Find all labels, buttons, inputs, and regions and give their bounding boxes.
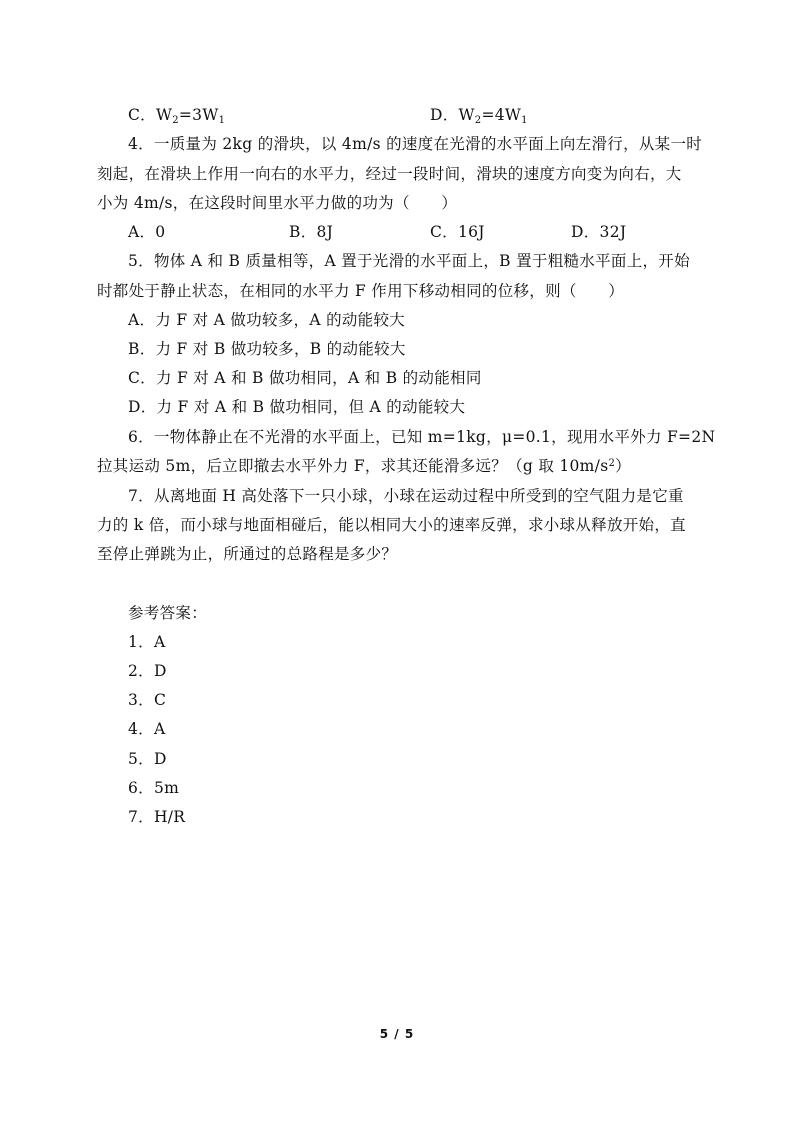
q5-stem-line-1: 5．物体 A 和 B 质量相等，A 置于光滑的水平面上，B 置于粗糙水平面上，开始 xyxy=(128,252,690,270)
q7-stem-line-2: 力的 k 倍，而小球与地面相碰后，能以相同大小的速率反弹，求小球从释放开始，直 xyxy=(97,516,686,534)
q4-stem-line-1: 4．一质量为 2kg 的滑块，以 4m/s 的速度在光滑的水平面上向左滑行，从某一时 xyxy=(128,135,703,153)
q6-stem-line-1: 6．一物体静止在不光滑的水平面上，已知 m=1kg，μ=0.1，现用水平外力 F=2N xyxy=(128,428,716,446)
q3-option-c: C．$W_2=3W_1$ xyxy=(128,106,226,126)
q5-stem-line-2: 时都处于静止状态，在相同的水平力 F 作用下移动相同的位移，则（ ） xyxy=(97,282,625,300)
q7-stem-line-3: 至停止弹跳为止，所通过的总路程是多少？ xyxy=(97,545,398,563)
answer-item: 6．5m xyxy=(128,779,180,797)
q4-stem-line-2: 刻起，在滑块上作用一向右的水平力，经过一段时间，滑块的速度方向变为向右，大 xyxy=(97,165,682,183)
page-number: 5 / 5 xyxy=(379,1027,415,1041)
answers-heading: 参考答案： xyxy=(128,604,208,622)
q4-option-b: B．8J xyxy=(289,223,334,241)
q5-option-c: C．力 F 对 A 和 B 做功相同，A 和 B 的动能相同 xyxy=(128,369,482,387)
q4-option-d: D．32J xyxy=(571,223,627,241)
answer-item: 1．A xyxy=(128,633,166,651)
q3-option-d: D．$W_2=4W_1$ xyxy=(430,106,528,126)
q5-option-b: B．力 F 对 B 做功较多，B 的动能较大 xyxy=(128,340,406,358)
q5-option-a: A．力 F 对 A 做功较多，A 的动能较大 xyxy=(128,311,406,329)
answer-item: 2．D xyxy=(128,662,167,680)
answer-item: 4．A xyxy=(128,720,166,738)
q4-option-a: A．0 xyxy=(128,223,166,241)
answer-item: 5．D xyxy=(128,750,167,768)
answer-item: 7．H/R xyxy=(128,808,186,826)
q4-stem-line-3: 小为 4m/s，在这段时间里水平力做的功为（ ） xyxy=(97,194,458,212)
q7-stem-line-1: 7．从离地面 H 高处落下一只小球，小球在运动过程中所受到的空气阻力是它重 xyxy=(128,487,684,505)
q6-stem-line-2: 拉其运动 5m，后立即撤去水平外力 F，求其还能滑多远？（g 取 $10m/s^2$） xyxy=(97,457,631,475)
q5-option-d: D．力 F 对 A 和 B 做功相同，但 A 的动能较大 xyxy=(128,398,466,416)
answer-item: 3．C xyxy=(128,691,167,709)
q4-option-c: C．16J xyxy=(430,223,485,241)
